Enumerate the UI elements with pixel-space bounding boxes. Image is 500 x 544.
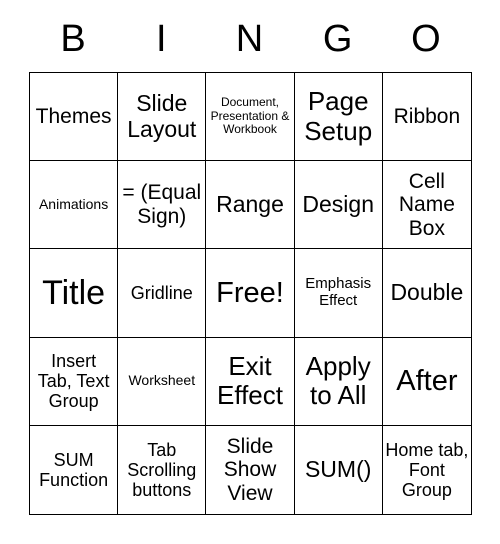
bingo-cell-r3c5[interactable]	[383, 249, 471, 337]
cell-label: Page Setup	[304, 86, 373, 146]
bingo-cell-r5c2[interactable]	[118, 426, 206, 514]
header-letter-b: B	[60, 17, 86, 60]
bingo-cell-r1c5[interactable]	[383, 73, 471, 161]
bingo-cell-r4c1[interactable]	[30, 338, 118, 426]
bingo-cell-r3c4[interactable]	[295, 249, 383, 337]
cell-label: Apply to All	[305, 351, 371, 411]
header-letter-o: O	[411, 17, 441, 60]
bingo-cell-r3c1[interactable]	[30, 249, 118, 337]
bingo-cell-r1c1[interactable]	[30, 73, 118, 161]
cell-label: Title	[42, 273, 106, 312]
cell-label: Tab Scrolling buttons	[127, 439, 197, 500]
header-letter-n: N	[235, 17, 264, 60]
cell-label: Insert Tab, Text Group	[37, 350, 110, 412]
bingo-cell-r2c1[interactable]	[30, 161, 118, 249]
cell-label: Double	[390, 279, 464, 306]
bingo-cell-r4c3[interactable]	[206, 338, 294, 426]
bingo-cell-r5c3[interactable]	[206, 426, 294, 514]
cell-label: After	[396, 364, 458, 397]
cell-label: Free!	[216, 276, 284, 309]
bingo-cell-r1c3[interactable]	[206, 73, 294, 161]
bingo-cell-r1c2[interactable]	[118, 73, 206, 161]
cell-label: Ribbon	[393, 104, 461, 128]
cell-label: SUM()	[304, 456, 372, 483]
cell-label: Themes	[35, 104, 112, 128]
bingo-cell-r5c1[interactable]	[30, 426, 118, 514]
cell-label: Design	[302, 190, 374, 217]
bingo-cell-r5c5[interactable]	[383, 426, 471, 514]
cell-label: SUM Function	[39, 449, 109, 490]
cell-label: Range	[216, 190, 284, 217]
bingo-cell-r1c4[interactable]	[295, 73, 383, 161]
bingo-cell-r2c3[interactable]	[206, 161, 294, 249]
cell-label: Gridline	[130, 282, 193, 303]
cell-label: = (Equal Sign)	[122, 181, 202, 228]
header-letter-g: G	[322, 17, 353, 60]
cell-label: Cell Name Box	[398, 169, 455, 240]
bingo-cell-r2c4[interactable]	[295, 161, 383, 249]
cell-label: Slide Show View	[223, 434, 277, 505]
bingo-board	[29, 72, 472, 515]
bingo-header	[29, 0, 470, 72]
cell-label: Worksheet	[128, 372, 196, 389]
bingo-cell-r2c5[interactable]	[383, 161, 471, 249]
bingo-cell-r3c3[interactable]	[206, 249, 294, 337]
cell-label: Slide Layout	[127, 89, 197, 142]
bingo-cell-r4c4[interactable]	[295, 338, 383, 426]
cell-label: Document, Presentation & Workbook	[210, 95, 290, 137]
bingo-cell-r4c5[interactable]	[383, 338, 471, 426]
header-letter-i: I	[156, 17, 167, 60]
bingo-cell-r5c4[interactable]	[295, 426, 383, 514]
cell-label: Animations	[38, 195, 109, 212]
cell-label: Home tab, Font Group	[385, 439, 469, 500]
bingo-cell-r3c2[interactable]	[118, 249, 206, 337]
cell-label: Exit Effect	[216, 351, 283, 411]
cell-label: Emphasis Effect	[305, 275, 372, 309]
bingo-cell-r2c2[interactable]	[118, 161, 206, 249]
bingo-cell-r4c2[interactable]	[118, 338, 206, 426]
